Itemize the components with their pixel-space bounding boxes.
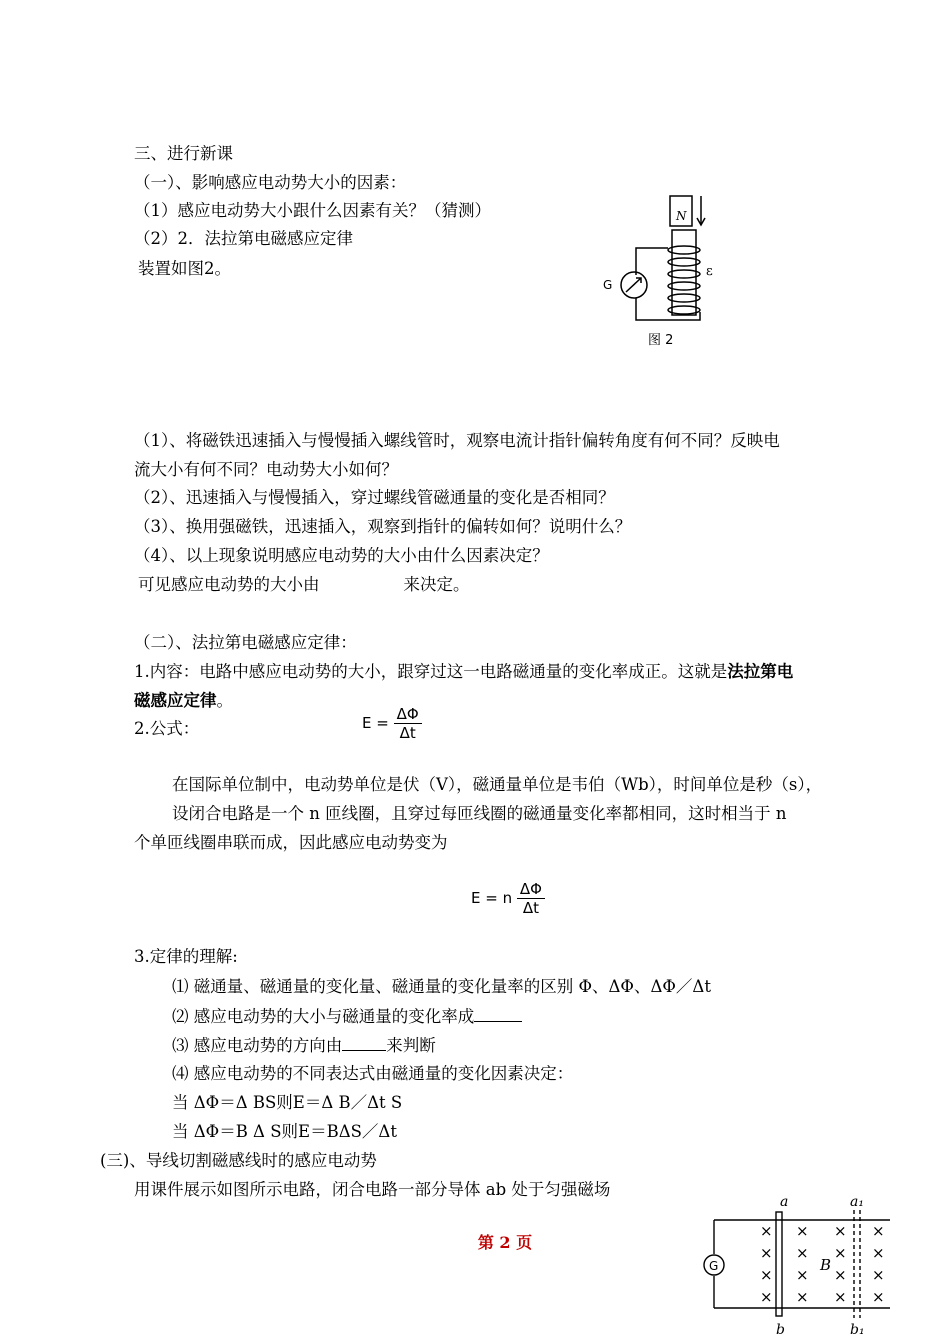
figure-caption: 图 2 [648, 333, 674, 348]
svg-text:×: × [872, 1244, 885, 1262]
svg-text:×: × [796, 1244, 809, 1262]
formula-faraday: E = $\frac{\Delta\Phi}{\Delta t}$ [362, 705, 422, 742]
subsection-heading: （二）、法拉第电磁感应定律： [134, 633, 357, 652]
paragraph: （3）、换用强磁铁，迅速插入，观察到指针的偏转如何？说明什么？ [134, 517, 632, 536]
paragraph: 可见感应电动势的大小由 来决定。 [138, 575, 470, 594]
figure-2-solenoid [596, 190, 726, 350]
galvanometer-needle [626, 278, 641, 292]
galvanometer-label: G [603, 278, 613, 292]
paragraph: 磁感应定律。 [134, 691, 233, 710]
svg-text:×: × [872, 1222, 885, 1240]
section-heading: 三、进行新课 [134, 144, 233, 163]
svg-text:×: × [760, 1288, 773, 1306]
paragraph: 在国际单位制中，电动势单位是伏（V），磁通量单位是韦伯（Wb），时间单位是秒（s）， [172, 775, 823, 794]
page-number: 第 2 页 [477, 1233, 533, 1252]
subsection-heading: （一）、影响感应电动势大小的因素： [134, 173, 407, 192]
conductor-ab [776, 1212, 782, 1316]
equation-line: 当 ΔΦ＝B Δ S则E＝BΔS／Δt [172, 1122, 397, 1141]
emf-label: ε [706, 264, 713, 279]
list-item: ⑴ 磁通量、磁通量的变化量、磁通量的变化量率的区别 Φ、ΔΦ、ΔΦ／Δt [172, 977, 711, 996]
fraction: $\frac{\Delta\Phi}{\Delta t}$ [394, 705, 422, 742]
svg-text:×: × [796, 1266, 809, 1284]
label-a: a [780, 1194, 789, 1210]
paragraph: 3.定律的理解: [134, 947, 238, 966]
paragraph: 2.公式： [134, 719, 200, 738]
svg-text:×: × [760, 1244, 773, 1262]
svg-text:×: × [796, 1222, 809, 1240]
paragraph: 设闭合电路是一个 n 匝线圈，且穿过每匝线圈的磁通量变化率都相同，这时相当于 n [172, 804, 787, 823]
paragraph: （2）、迅速插入与慢慢插入，穿过螺线管磁通量的变化是否相同？ [134, 488, 615, 507]
magnet-label: N [676, 209, 687, 223]
label-b1: b₁ [850, 1322, 865, 1338]
svg-text:×: × [760, 1222, 773, 1240]
list-item: ⑶ 感应电动势的方向由 来判断 [172, 1036, 436, 1055]
list-item: ⑷ 感应电动势的不同表达式由磁通量的变化因素决定： [172, 1064, 574, 1083]
wire-top [636, 248, 668, 275]
paragraph: （2）2．法拉第电磁感应定律 [134, 229, 353, 248]
fraction: $\frac{\Delta\Phi}{\Delta t}$ [517, 880, 545, 917]
svg-text:×: × [834, 1266, 847, 1284]
svg-text:×: × [834, 1288, 847, 1306]
svg-text:×: × [872, 1266, 885, 1284]
svg-text:×: × [760, 1266, 773, 1284]
paragraph: 流大小有何不同？电动势大小如何？ [134, 460, 398, 479]
paragraph: （1）、将磁铁迅速插入与慢慢插入螺线管时，观察电流计指针偏转角度有何不同？反映电 [134, 431, 780, 450]
svg-text:×: × [834, 1222, 847, 1240]
svg-text:×: × [796, 1288, 809, 1306]
list-item: ⑵ 感应电动势的大小与磁通量的变化率成 [172, 1005, 522, 1028]
field-label: B [820, 1256, 832, 1274]
paragraph: 用课件展示如图所示电路，闭合电路一部分导体 ab 处于匀强磁场 [134, 1180, 611, 1199]
paragraph: （1）感应电动势大小跟什么因素有关？（猜测） [134, 201, 491, 220]
formula-faraday-n-turns: E = n $\frac{\Delta\Phi}{\Delta t}$ [471, 880, 545, 917]
label-b: b [776, 1322, 785, 1338]
figure-3-moving-conductor [700, 1190, 900, 1340]
subsection-heading: (三)、导线切割磁感线时的感应电动势 [100, 1151, 377, 1170]
paragraph: 装置如图2。 [138, 259, 231, 278]
label-a1: a₁ [850, 1194, 864, 1210]
paragraph: （4）、以上现象说明感应电动势的大小由什么因素决定？ [134, 546, 549, 565]
paragraph: 个单匝线圈串联而成，因此感应电动势变为 [134, 833, 448, 852]
svg-text:×: × [872, 1288, 885, 1306]
equation-line: 当 ΔΦ＝Δ BS则E＝Δ B／Δt S [172, 1093, 403, 1112]
svg-text:×: × [834, 1244, 847, 1262]
galvanometer-label: G [709, 1259, 719, 1273]
paragraph: 1.内容：电路中感应电动势的大小，跟穿过这一电路磁通量的变化率成正。这就是法拉第电 [134, 662, 794, 681]
